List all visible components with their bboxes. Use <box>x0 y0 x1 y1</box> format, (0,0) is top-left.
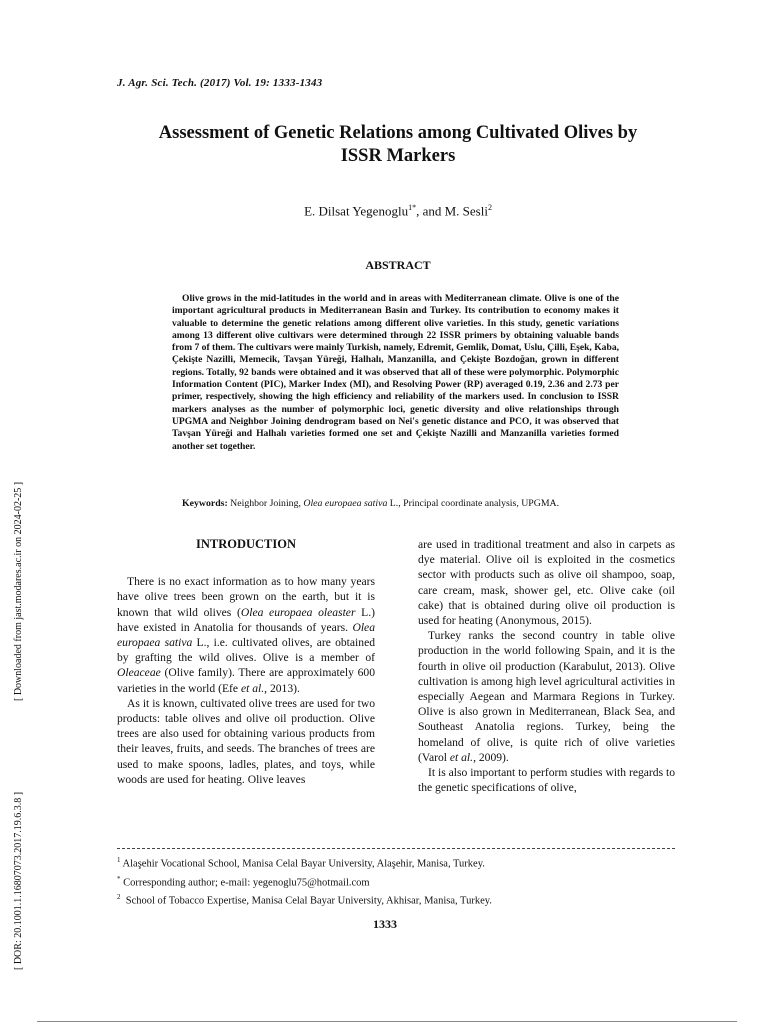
intro-p1-text: There is no exact information as to how many years have olive trees been grown on the earth, but it is known that wild olives ( <box>117 575 375 619</box>
author-separator: , and <box>416 203 445 219</box>
author-1-affiliation: 1* <box>408 203 417 212</box>
keywords-italic: Olea europaea sativa <box>303 498 388 509</box>
intro-paragraph-2: As it is known, cultivated olive trees are used for two products: table olives and olive oil production. Olive trees are also used for obtaining various products from their leaves, fruits, and seeds. The branches of trees are used to make spoons, ladles, plates, and toys, while woods are used for heating. Olive leaves <box>117 696 375 786</box>
author-2-name: M. Sesli <box>444 203 488 219</box>
title-line-1: Assessment of Genetic Relations among Cultivated Olives by <box>158 123 638 143</box>
intro-paragraph-4 <box>418 628 675 765</box>
intro-p1-text: L., i.e. cultivated olives, are obtained by grafting the wild olives. Olive is a member of <box>117 636 376 665</box>
intro-p1-italic: Olea europaea sativa <box>117 620 375 650</box>
intro-paragraph-1 <box>117 574 375 696</box>
keywords-text-1: Neighbor Joining, <box>227 498 304 509</box>
intro-paragraph-3: are used in traditional treatment and also in carpets as dye material. Olive oil is exploited in the cosmetics sector with products such as olive oil shampoo, soap, care cream, mask, shower gel, etc. Olive cake (oil cake) that is obtained during olive oil production is used for heating (Anonymous, 2015). <box>418 538 675 628</box>
keywords <box>172 497 619 510</box>
footnote-2-text: Corresponding author; e-mail: yegenoglu75@hotmail.com <box>123 877 370 889</box>
footnotes <box>117 853 677 909</box>
footnote-3 <box>117 890 677 909</box>
intro-p1-italic: Oleaceae <box>117 666 161 680</box>
footnote-1-mark: 1 <box>117 856 121 864</box>
download-note: [ Downloaded from jast.modares.ac.ir on 2024-02-25 ] <box>13 481 24 701</box>
author-list <box>100 203 696 219</box>
footnote-2 <box>117 872 677 891</box>
footnote-3-mark: 2 <box>117 893 121 902</box>
journal-header: J. Agr. Sci. Tech. (2017) Vol. 19: 1333-1343 <box>117 77 323 89</box>
introduction-heading: INTRODUCTION <box>195 537 296 551</box>
keywords-label: Keywords: <box>182 498 228 509</box>
footnote-3-text: School of Tobacco Expertise, Manisa Celal Bayar University, Akhisar, Manisa, Turkey. <box>125 895 492 907</box>
footnote-1-text: Alaşehir Vocational School, Manisa Celal Bayar University, Alaşehir, Manisa, Turkey. <box>122 858 485 870</box>
left-column <box>117 537 375 787</box>
keywords-text-2: L., Principal coordinate analysis, UPGMA. <box>387 498 560 509</box>
author-1-name: E. Dilsat Yegenoglu <box>304 203 409 219</box>
title-line-2: ISSR Markers <box>340 146 456 166</box>
bottom-divider <box>37 1021 737 1022</box>
footnote-2-mark: * <box>117 874 121 883</box>
intro-p1-text: (Olive family). There are approximately 600 varieties in the world (Efe <box>117 666 375 695</box>
abstract-body: Olive grows in the mid-latitudes in the world and in areas with Mediterranean climate. Olive is one of the important agricultural products in Mediterranean Basin and Turkey. Its contribution to economy makes it valuable to determine the genetic relations among different olive varieties. In this study, genetic variations among 13 different olive cultivars were determined through 22 ISSR primers by obtaining valuable bands from 7 of them. The cultivars were mainly Turkish, namely, Edremit, Gemlik, Domat, Uslu, Çilli, Eşek, Kaba, Çekişte Nazilli, Memecik, Tavşan Yüreği, Halhalı, Manzanilla, and Çekişte Bozdoğan, grown in different regions. Totally, 92 bands were obtained and it was observed that all of these were polymorphic. Polymorphic Information Content (PIC), Marker Index (MI), and Resolving Power (RP) averaged 0.19, 2.36 and 2.73 per primer, respectively, showing the high efficiency and reliability of the markers used. In conclusion to ISSR markers analyses as the number of polymorphic loci, genetic diversity and olive relationships through UPGMA and Neighbor Joining dendrogram based on Nei's genetic distance and PCO, it was observed that Tavşan Yüreği and Halhalı varieties formed one set and Çekişte Nazilli and Manzanilla varieties formed another set together. <box>172 293 620 452</box>
intro-p1-italic: Olea europaea oleaster <box>240 605 356 619</box>
intro-p4-text: Turkey ranks the second country in table olive production in the world following Spain, and it is the fourth in olive oil production (Karabulut, 2013). Olive cultivation is among high level agricultural activities in especially Aegean and Marmara Regions in Turkey. Olive is also grown in Mediterranean, Black Sea, and Southeast Anatolia regions. Turkey, being the homeland of olive, is quite rich of olive varieties (Varol <box>418 629 675 764</box>
page-number: 1333 <box>373 917 397 931</box>
author-2-affiliation: 2 <box>487 203 492 212</box>
intro-p4-italic: et al. <box>449 750 474 764</box>
intro-paragraph-5: It is also important to perform studies with regards to the genetic specifications of olive, <box>418 766 675 795</box>
intro-p4-text: , 2009). <box>473 750 509 764</box>
right-column <box>418 537 675 795</box>
footnote-divider <box>117 848 675 849</box>
intro-p1-italic: et al. <box>240 681 265 695</box>
intro-p1-text: , 2013). <box>264 681 300 695</box>
paper-title <box>100 122 696 168</box>
intro-p1-text: L.) have existed in Anatolia for thousands of years. <box>117 605 375 634</box>
abstract-heading: ABSTRACT <box>365 258 431 272</box>
footnote-1 <box>117 853 677 872</box>
dor-note: [ DOR: 20.1001.1.16807073.2017.19.6.3.8 ] <box>13 791 24 970</box>
